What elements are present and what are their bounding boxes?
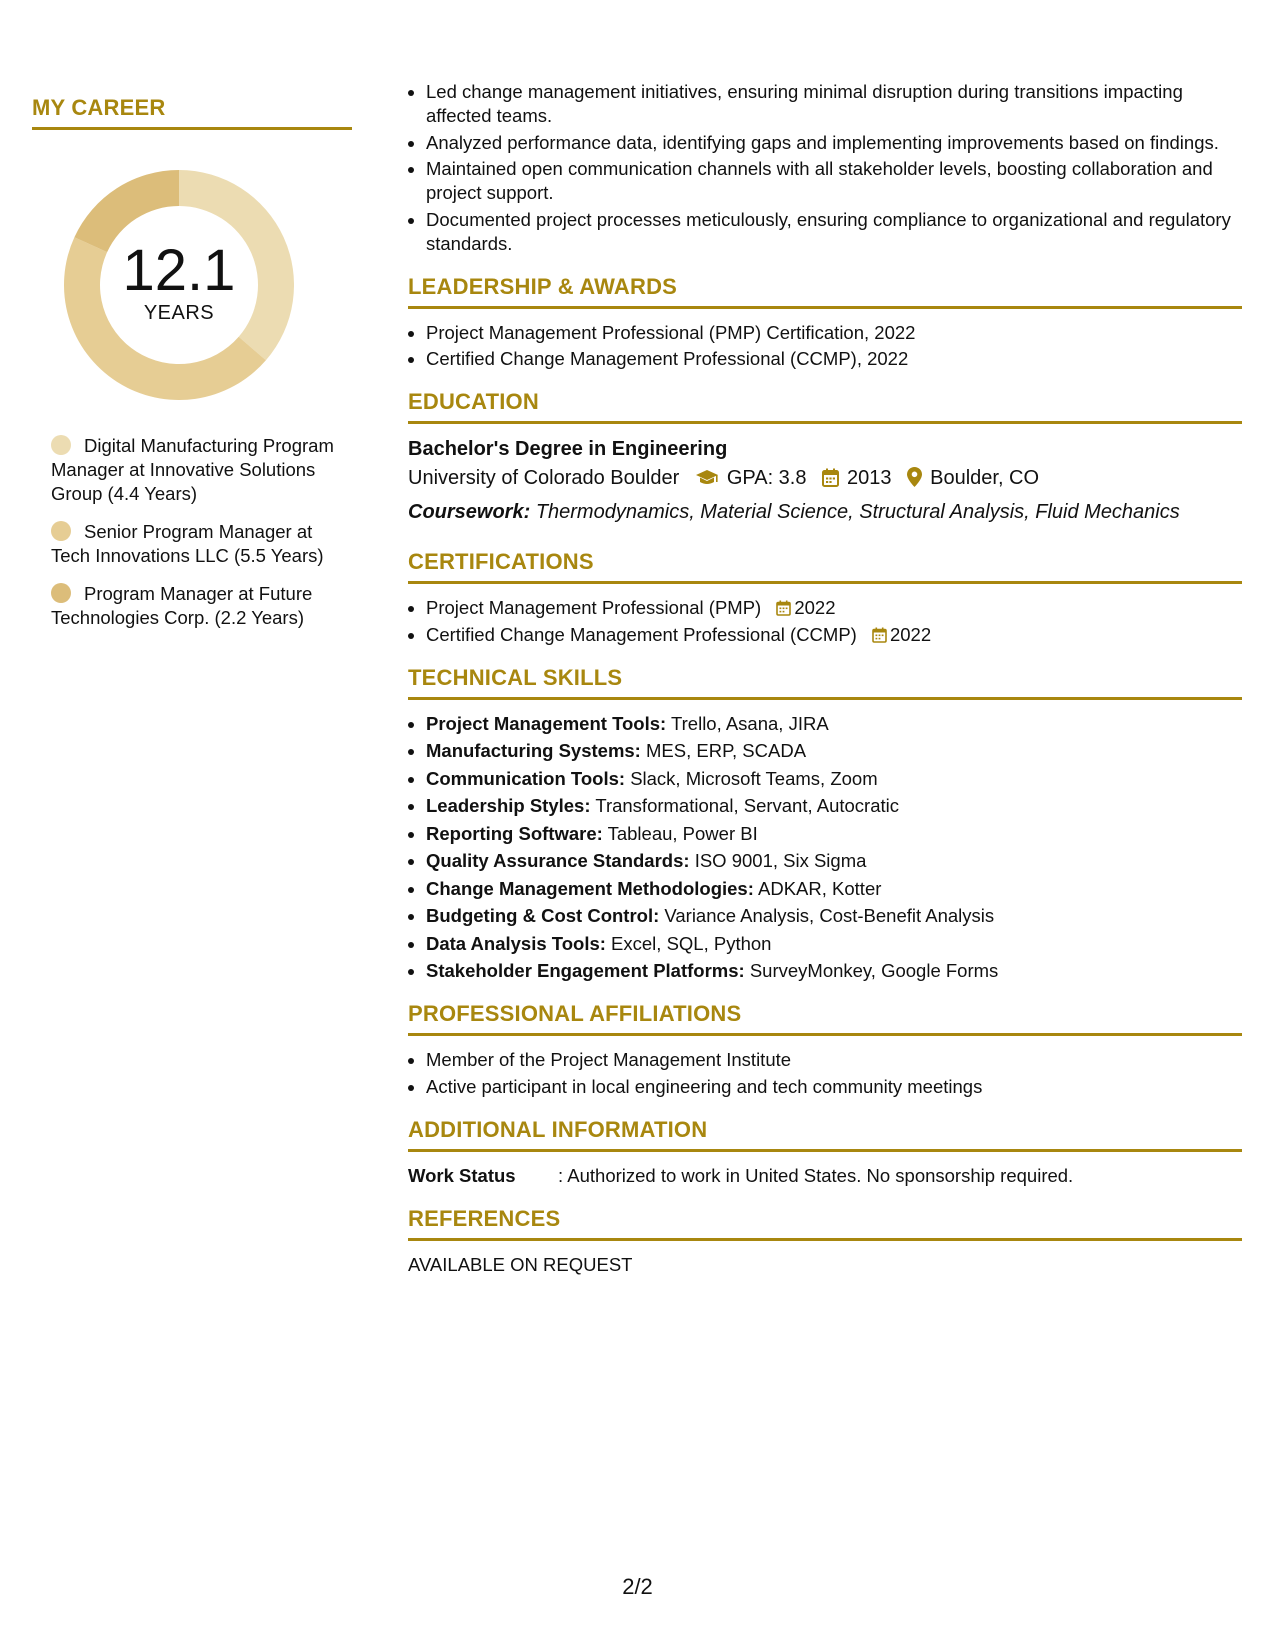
skill-item: [426, 849, 1242, 873]
skill-value: Slack, Microsoft Teams, Zoom: [630, 767, 878, 789]
skill-label: Budgeting & Cost Control:: [426, 905, 660, 926]
certification-item: [426, 596, 1242, 620]
skill-value: ISO 9001, Six Sigma: [694, 850, 867, 871]
skill-value: SurveyMonkey, Google Forms: [749, 960, 999, 981]
calendar-icon: [776, 600, 791, 616]
skill-label: Manufacturing Systems:: [426, 740, 641, 761]
skill-item: [426, 712, 1242, 736]
affiliations-title: PROFESSIONAL AFFILIATIONS: [408, 1001, 1242, 1036]
skill-item: [426, 767, 1242, 791]
skill-item: [426, 932, 1242, 956]
skill-value: Transformational, Servant, Autocratic: [595, 795, 899, 816]
leadership-title: LEADERSHIP & AWARDS: [408, 274, 1242, 309]
skill-item: [426, 794, 1242, 818]
main-column: [408, 80, 1242, 1277]
skill-value: Excel, SQL, Python: [611, 932, 772, 954]
legend-item: [51, 520, 352, 568]
skill-label: Data Analysis Tools:: [426, 932, 606, 954]
certification-name: Project Management Professional (PMP): [426, 597, 762, 618]
calendar-icon: [822, 465, 839, 497]
legend-item: [51, 582, 352, 630]
affiliations-list: [408, 1048, 1242, 1099]
total-years-value: 12.1: [122, 238, 236, 303]
education-gpa: GPA: 3.8: [726, 467, 807, 489]
legend-item: [51, 434, 352, 506]
legend-label: Senior Program Manager at Tech Innovations LLC (5.5 Years): [51, 521, 324, 566]
career-legend: [32, 434, 352, 630]
skill-label: Leadership Styles:: [426, 795, 591, 816]
experience-bullet: • Maintained open communication channels with all stakeholder levels, boosting collaboration and project support.: [426, 157, 1242, 205]
skill-item: [426, 739, 1242, 763]
skill-item: [426, 959, 1242, 983]
certification-year: 2022: [794, 597, 836, 618]
skill-label: Reporting Software:: [426, 822, 603, 844]
education-school: University of Colorado Boulder: [408, 467, 680, 489]
skill-value: ADKAR, Kotter: [758, 877, 882, 899]
career-donut-chart: [64, 170, 294, 400]
additional-info-title: ADDITIONAL INFORMATION: [408, 1117, 1242, 1152]
skill-label: Change Management Methodologies:: [426, 877, 754, 899]
work-status-row: [408, 1164, 1242, 1188]
experience-bullet: • Documented project processes meticulously, ensuring compliance to organizational and regulatory standards.: [426, 208, 1242, 256]
work-status-label: Work Status: [408, 1164, 516, 1186]
coursework-value: Thermodynamics, Material Science, Structural Analysis, Fluid Mechanics: [535, 501, 1180, 523]
total-years-unit: YEARS: [143, 302, 215, 324]
skill-value: MES, ERP, SCADA: [646, 740, 807, 761]
career-sidebar: [32, 95, 352, 644]
career-title: MY CAREER: [32, 95, 352, 130]
skill-label: Stakeholder Engagement Platforms:: [426, 960, 745, 981]
leadership-item: • Certified Change Management Professional (CCMP), 2022: [426, 347, 1242, 371]
affiliation-item: • Active participant in local engineering and tech community meetings: [426, 1075, 1242, 1099]
references-title: REFERENCES: [408, 1206, 1242, 1241]
skills-list: [408, 712, 1242, 984]
certification-item: [426, 623, 1242, 647]
education-degree: Bachelor's Degree in Engineering: [408, 438, 728, 460]
education-year: 2013: [847, 467, 892, 489]
skill-item: [426, 877, 1242, 901]
skill-label: Project Management Tools:: [426, 712, 667, 734]
page-number: 2/2: [622, 1574, 653, 1599]
work-status-value: : Authorized to work in United States. No sponsorship required.: [558, 1164, 1074, 1186]
affiliation-item: • Member of the Project Management Institute: [426, 1048, 1242, 1072]
education-details: [408, 462, 1242, 497]
experience-bullet: • Led change management initiatives, ensuring minimal disruption during transitions impacting affected teams.: [426, 80, 1242, 128]
certifications-list: [408, 596, 1242, 647]
legend-dot-1: [51, 435, 71, 455]
calendar-icon: [872, 627, 887, 643]
legend-label: Program Manager at Future Technologies Corp. (2.2 Years): [51, 583, 313, 628]
legend-dot-2: [51, 521, 71, 541]
coursework-label: Coursework:: [408, 501, 531, 523]
certifications-title: CERTIFICATIONS: [408, 549, 1242, 584]
skill-value: Tableau, Power BI: [607, 822, 758, 844]
education-location: Boulder, CO: [930, 467, 1040, 489]
experience-bullet: • Analyzed performance data, identifying gaps and implementing improvements based on findings.: [426, 131, 1242, 155]
skill-label: Communication Tools:: [426, 767, 626, 789]
skills-title: TECHNICAL SKILLS: [408, 665, 1242, 700]
donut-center: [64, 170, 294, 400]
experience-bullets: [408, 80, 1242, 256]
skill-item: [426, 904, 1242, 928]
certification-name: Certified Change Management Professional (CCMP): [426, 623, 857, 645]
skill-value: Trello, Asana, JIRA: [671, 712, 829, 734]
references-text: AVAILABLE ON REQUEST: [408, 1253, 633, 1275]
leadership-item: • Project Management Professional (PMP) Certification, 2022: [426, 321, 1242, 345]
location-pin-icon: [907, 465, 922, 497]
education-title: EDUCATION: [408, 389, 1242, 424]
legend-label: Digital Manufacturing Program Manager at Innovative Solutions Group (4.4 Years): [51, 435, 334, 504]
certification-year: 2022: [889, 623, 932, 645]
skill-value: Variance Analysis, Cost-Benefit Analysis: [664, 905, 995, 926]
skill-label: Quality Assurance Standards:: [426, 850, 690, 871]
leadership-list: [408, 321, 1242, 372]
legend-dot-3: [51, 583, 71, 603]
skill-item: [426, 822, 1242, 846]
graduation-cap-icon: [695, 465, 719, 497]
education-coursework: [408, 497, 1242, 527]
